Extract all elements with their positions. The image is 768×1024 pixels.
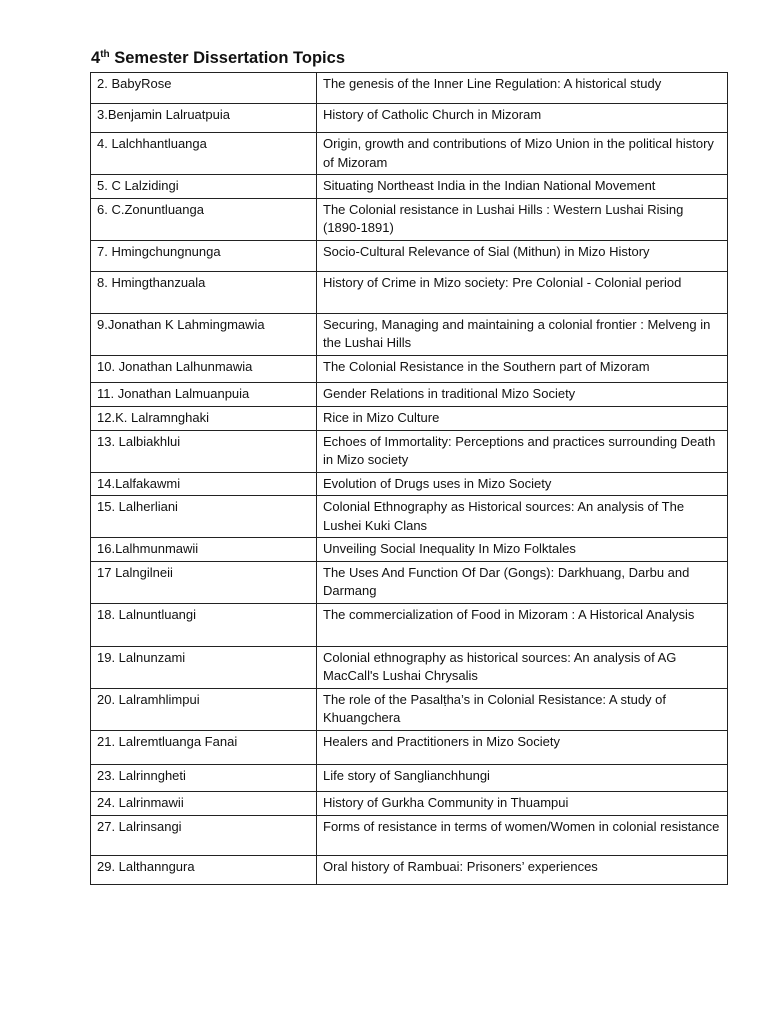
- table-row: [91, 355, 728, 382]
- student-name-cell: 2. BabyRose: [91, 73, 317, 104]
- dissertation-topic-cell: The genesis of the Inner Line Regulation: A historical study: [317, 73, 728, 104]
- dissertation-topic-cell: Securing, Managing and maintaining a colonial frontier : Melveng in the Lushai Hills: [317, 313, 728, 355]
- dissertation-topic-cell: Forms of resistance in terms of women/Women in colonial resistance: [317, 815, 728, 855]
- student-name-cell: 5. C Lalzidingi: [91, 175, 317, 199]
- student-name-cell: 19. Lalnunzami: [91, 646, 317, 688]
- student-name-cell: 23. Lalrinngheti: [91, 764, 317, 791]
- dissertation-topics-table: [90, 72, 728, 885]
- dissertation-topic-cell: History of Gurkha Community in Thuampui: [317, 791, 728, 815]
- table-row: [91, 646, 728, 688]
- dissertation-topic-cell: Oral history of Rambuai: Prisoners’ experiences: [317, 855, 728, 884]
- student-name-cell: 14.Lalfakawmi: [91, 472, 317, 496]
- dissertation-topic-cell: Colonial ethnography as historical sources: An analysis of AG MacCall's Lushai Chrysalis: [317, 646, 728, 688]
- topics-table-body: [91, 73, 728, 885]
- dissertation-topic-cell: History of Catholic Church in Mizoram: [317, 104, 728, 133]
- student-name-cell: 27. Lalrinsangi: [91, 815, 317, 855]
- dissertation-topic-cell: Origin, growth and contributions of Mizo Union in the political history of Mizoram: [317, 133, 728, 175]
- dissertation-topic-cell: The Colonial resistance in Lushai Hills : Western Lushai Rising (1890-1891): [317, 198, 728, 240]
- student-name-cell: 11. Jonathan Lalmuanpuia: [91, 382, 317, 406]
- student-name-cell: 7. Hmingchungnunga: [91, 240, 317, 271]
- table-row: [91, 561, 728, 603]
- student-name-cell: 29. Lalthanngura: [91, 855, 317, 884]
- table-row: [91, 688, 728, 730]
- table-row: [91, 133, 728, 175]
- dissertation-topic-cell: Gender Relations in traditional Mizo Society: [317, 382, 728, 406]
- dissertation-topic-cell: Evolution of Drugs uses in Mizo Society: [317, 472, 728, 496]
- student-name-cell: 6. C.Zonuntluanga: [91, 198, 317, 240]
- title-rest: Semester Dissertation Topics: [109, 49, 345, 67]
- table-row: [91, 382, 728, 406]
- dissertation-topic-cell: Rice in Mizo Culture: [317, 406, 728, 430]
- student-name-cell: 13. Lalbiakhlui: [91, 430, 317, 472]
- dissertation-topic-cell: Echoes of Immortality: Perceptions and practices surrounding Death in Mizo society: [317, 430, 728, 472]
- dissertation-topic-cell: The Colonial Resistance in the Southern part of Mizoram: [317, 355, 728, 382]
- dissertation-topic-cell: History of Crime in Mizo society: Pre Colonial - Colonial period: [317, 271, 728, 313]
- table-row: [91, 603, 728, 646]
- student-name-cell: 20. Lalramhlimpui: [91, 688, 317, 730]
- dissertation-topic-cell: The Uses And Function Of Dar (Gongs): Darkhuang, Darbu and Darmang: [317, 561, 728, 603]
- student-name-cell: 4. Lalchhantluanga: [91, 133, 317, 175]
- table-row: [91, 815, 728, 855]
- student-name-cell: 18. Lalnuntluangi: [91, 603, 317, 646]
- student-name-cell: 3.Benjamin Lalruatpuia: [91, 104, 317, 133]
- student-name-cell: 8. Hmingthanzuala: [91, 271, 317, 313]
- student-name-cell: 16.Lalhmunmawii: [91, 538, 317, 562]
- dissertation-topic-cell: Situating Northeast India in the Indian National Movement: [317, 175, 728, 199]
- dissertation-topic-cell: The role of the Pasalṭha’s in Colonial Resistance: A study of Khuangchera: [317, 688, 728, 730]
- title-prefix: 4: [91, 49, 101, 67]
- table-row: [91, 406, 728, 430]
- student-name-cell: 10. Jonathan Lalhunmawia: [91, 355, 317, 382]
- table-row: [91, 104, 728, 133]
- table-row: [91, 791, 728, 815]
- dissertation-topic-cell: Unveiling Social Inequality In Mizo Folktales: [317, 538, 728, 562]
- student-name-cell: 21. Lalremtluanga Fanai: [91, 730, 317, 764]
- table-row: [91, 198, 728, 240]
- student-name-cell: 24. Lalrinmawii: [91, 791, 317, 815]
- table-row: [91, 730, 728, 764]
- dissertation-topic-cell: The commercialization of Food in Mizoram : A Historical Analysis: [317, 603, 728, 646]
- dissertation-topic-cell: Colonial Ethnography as Historical sources: An analysis of The Lushei Kuki Clans: [317, 496, 728, 538]
- student-name-cell: 15. Lalherliani: [91, 496, 317, 538]
- table-row: [91, 496, 728, 538]
- student-name-cell: 17 Lalngilneii: [91, 561, 317, 603]
- dissertation-topic-cell: Life story of Sanglianchhungi: [317, 764, 728, 791]
- table-row: [91, 73, 728, 104]
- table-row: [91, 430, 728, 472]
- student-name-cell: 9.Jonathan K Lahmingmawia: [91, 313, 317, 355]
- dissertation-topic-cell: Socio-Cultural Relevance of Sial (Mithun) in Mizo History: [317, 240, 728, 271]
- student-name-cell: 12.K. Lalramnghaki: [91, 406, 317, 430]
- table-row: [91, 271, 728, 313]
- table-row: [91, 240, 728, 271]
- table-row: [91, 538, 728, 562]
- table-row: [91, 175, 728, 199]
- table-row: [91, 855, 728, 884]
- title-superscript: th: [100, 49, 110, 60]
- table-row: [91, 313, 728, 355]
- table-row: [91, 764, 728, 791]
- dissertation-topic-cell: Healers and Practitioners in Mizo Society: [317, 730, 728, 764]
- page-title: [91, 49, 345, 68]
- table-row: [91, 472, 728, 496]
